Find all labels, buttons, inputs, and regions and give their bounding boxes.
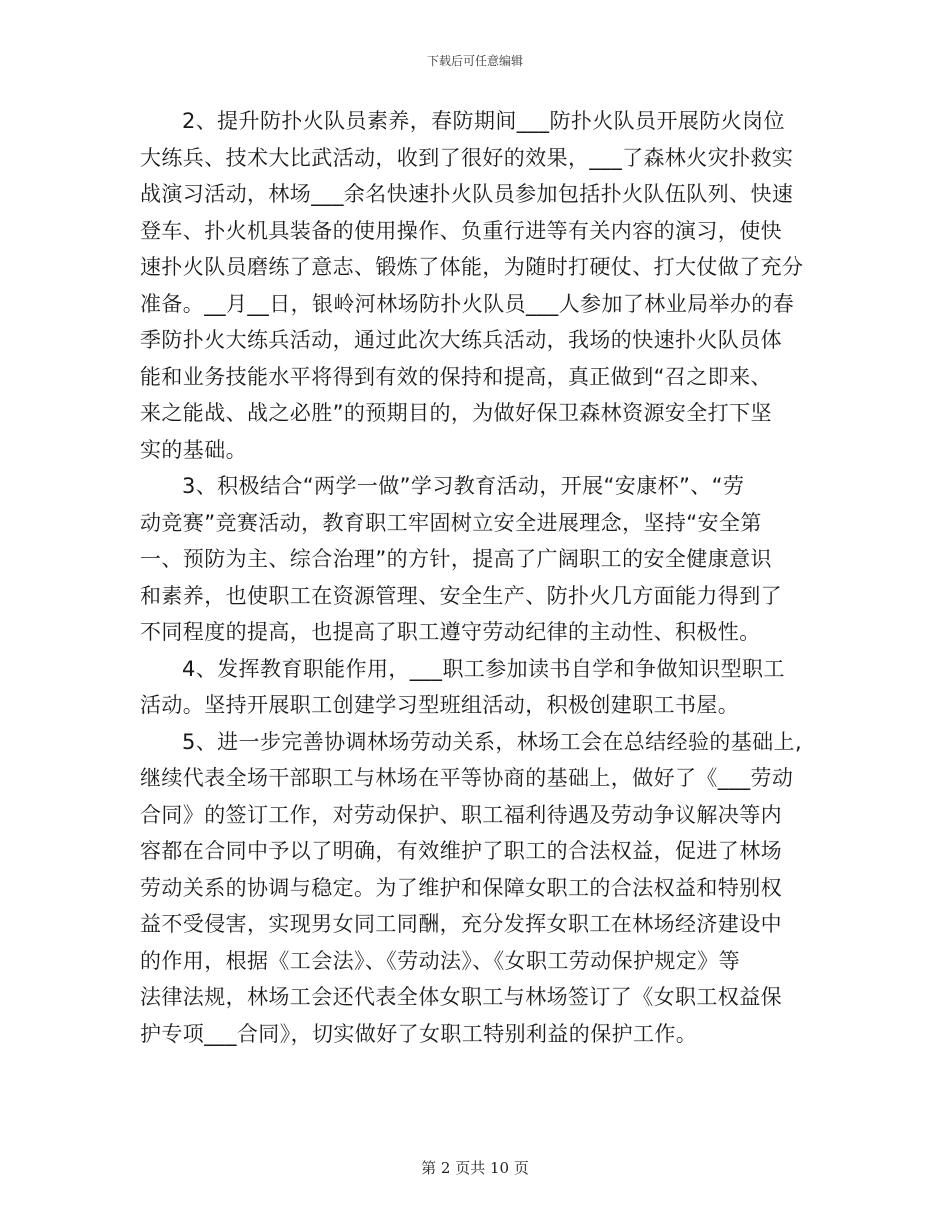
text-line: 劳动关系的协调与稳定。为了维护和保障女职工的合法权益和特别权 [140,875,782,900]
text-line: 5、进一步完善协调林场劳动关系，林场工会在总结经验的基础上, [182,729,803,754]
text-line: 和素养，也使职工在资源管理、安全生产、防扑火几方面能力得到了 [140,583,782,608]
text-line: 护专项___合同》，切实做好了女职工特别利益的保护工作。 [140,1021,698,1046]
paragraph-4 [140,651,810,724]
page-header: 下载后可任意编辑 [426,54,523,68]
paragraph-5 [140,724,810,1053]
text-line: 速扑火队员磨练了意志、锻炼了体能，为随时打硬仗、打大仗做了充分 [140,255,804,279]
text-line: 战演习活动，林场___余名快速扑火队员参加包括扑火队伍队列、快速 [140,182,794,206]
text-line: 合同》的签订工作，对劳动保护、职工福利待遇及劳动争议解决等内 [140,802,782,827]
text-line: 益不受侵害，实现男女同工同酬，充分发挥女职工在林场经济建设中 [140,912,782,936]
text-line: 登车、扑火机具装备的使用操作、负重行进等有关内容的演习，使快 [140,218,782,243]
text-line: 3、积极结合“两学一做”学习教育活动，开展“安康杯”、“劳 [182,474,745,498]
text-line: 实的基础。 [140,437,247,462]
text-line: 容都在合同中予以了明确，有效维护了职工的合法权益，促进了林场 [140,839,782,863]
text-line: 活动。坚持开展职工创建学习型班组活动，积极创建职工书屋。 [140,693,740,717]
text-line: 的作用，根据《工会法》、《劳动法》、《女职工劳动保护规定》等 [140,948,740,973]
paragraph-2 [140,103,810,468]
text-line: 大练兵、技术大比武活动，收到了很好的效果，___了森林火灾扑救实 [140,145,794,170]
text-line: 不同程度的提高，也提高了职工遵守劳动纪律的主动性、积极性。 [140,620,761,644]
text-line: 来之能战、战之必胜”的预期目的，为做好保卫森林资源安全打下坚 [140,401,772,425]
text-line: 法律法规，林场工会还代表全体女职工与林场签订了《女职工权益保 [140,985,782,1009]
text-line: 2、提升防扑火队员素养，春防期间___防扑火队员开展防火岗位 [182,109,785,133]
text-line: 准备。__月__日，银岭河林场防扑火队员___人参加了林业局举办的春 [140,291,795,316]
text-line: 动竞赛”竞赛活动，教育职工牢固树立安全进展理念，坚持“安全第 [140,510,762,535]
text-line: 季防扑火大练兵活动，通过此次大练兵活动，我场的快速扑火队员体 [140,328,782,352]
text-line: 4、发挥教育职能作用，___职工参加读书自学和争做知识型职工 [182,656,785,681]
page-number: 第 2 页共 10 页 [421,1159,529,1177]
text-line: 继续代表全场干部职工与林场在平等协商的基础上，做好了《___劳动 [140,766,794,790]
document-body [140,103,810,1052]
text-line: 一、预防为主、综合治理”的方针，提高了广阔职工的安全健康意识 [140,547,772,571]
paragraph-3 [140,468,810,651]
text-line: 能和业务技能水平将得到有效的保持和提高，真正做到“召之即来、 [140,364,772,389]
